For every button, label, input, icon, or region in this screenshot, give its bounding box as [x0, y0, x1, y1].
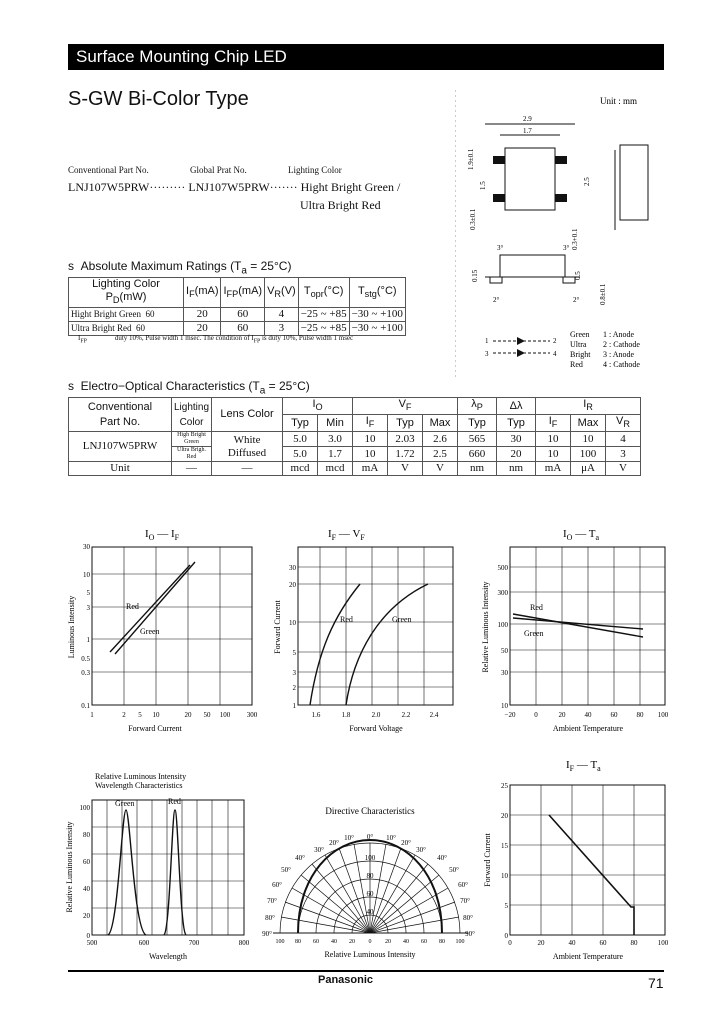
- c3-ytick-0: 500: [497, 564, 508, 572]
- c3-ytick-1: 300: [497, 589, 508, 597]
- page-number: 71: [648, 975, 664, 991]
- chart-io-ta-ylabel: Relative Luminous Intensity: [481, 581, 490, 673]
- unit-label: Unit : mm: [600, 96, 638, 106]
- c5-xtick-1: 80: [295, 939, 301, 945]
- chart-if-ta-xlabel: Ambient Temperature: [552, 952, 624, 961]
- lighting-color-2: Ultra Bright Red: [300, 198, 381, 212]
- chart-directive: [258, 800, 483, 965]
- dim-depth: 0.8±0.1: [599, 283, 607, 305]
- chart-io-if-title: $I_O$ — $I_F$: [145, 528, 180, 542]
- abs-max-note: $I_{FP}$ duty 10%, Pulse width 1 msec. The condition of $I_{FP}$ is duty 10%, Pulse width 1 msec: [78, 334, 354, 345]
- c2-ytick-5: 2: [292, 684, 296, 692]
- chart-directive-xlabel: Relative Luminous Intensity: [324, 950, 416, 959]
- c6-ytick-5: 0: [504, 932, 508, 940]
- c2-ytick-3: 5: [292, 649, 296, 657]
- section-banner: Surface Mounting Chip LED: [68, 44, 664, 70]
- angle-20-left: 20°: [329, 839, 339, 847]
- lighting-color-label: Lighting Color: [288, 165, 342, 175]
- c3-xtick-4: 60: [610, 711, 618, 719]
- dim-pitch: 1.5: [479, 181, 487, 190]
- angle-60-left: 60°: [272, 881, 282, 889]
- c3-ytick-5: 10: [501, 702, 508, 710]
- chart-if-ta-ylabel: Forward Current: [483, 833, 492, 887]
- angle-40: 40°: [437, 854, 447, 862]
- dim-angle-3: 2°: [493, 296, 500, 304]
- chart-if-vf-label-red: Red: [340, 615, 353, 624]
- chart-io-if-ylabel: Luminous Intensity: [67, 595, 76, 659]
- c6-ytick-4: 5: [504, 902, 508, 910]
- c4-xtick-1: 600: [138, 939, 150, 947]
- angle-40-left: 40°: [295, 854, 305, 862]
- pin-1-label: 1: [485, 337, 489, 345]
- c4-ytick-5: 0: [86, 932, 90, 940]
- angle-50: 50°: [449, 866, 459, 874]
- c5-xtick-7: 40: [403, 939, 409, 945]
- chart-io-ta: [478, 522, 673, 737]
- c3-xtick-0: −20: [504, 711, 516, 719]
- pin-color-4: Red: [570, 360, 583, 369]
- chart-if-vf-label-green: Green: [392, 615, 412, 624]
- c5-xtick-9: 80: [439, 939, 445, 945]
- c3-xtick-3: 40: [584, 711, 592, 719]
- c4-ytick-3: 40: [83, 885, 90, 893]
- chart-io-ta-label-green: Green: [524, 629, 544, 638]
- c1-ytick-0: 30: [83, 543, 90, 551]
- c2-xtick-1: 1.8: [341, 711, 351, 719]
- ring-80: 80: [366, 872, 374, 880]
- c6-ytick-0: 25: [501, 782, 508, 790]
- dim-thick: 0.15: [471, 269, 479, 282]
- chart-io-if-label-green: Green: [140, 627, 160, 636]
- c2-xtick-4: 2.4: [429, 711, 439, 719]
- chart-if-vf-xlabel: Forward Voltage: [349, 724, 403, 733]
- pin-color-1: Green: [570, 330, 590, 339]
- c3-xtick-2: 20: [558, 711, 566, 719]
- angle-10-left: 10°: [344, 834, 354, 842]
- chart-spectrum-title-1: Relative Luminous Intensity: [95, 772, 187, 781]
- dim-height: 1.9±0.1: [467, 148, 475, 170]
- dim-length: 2.5: [583, 177, 591, 186]
- ring-60: 60: [366, 890, 374, 898]
- c4-xtick-2: 700: [188, 939, 200, 947]
- c1-ytick-1: 10: [83, 571, 90, 579]
- chart-spectrum: [60, 770, 260, 965]
- chart-if-vf-title: $I_F$ — $V_F$: [328, 528, 365, 542]
- conventional-part: LNJ107W5PRW: [68, 180, 150, 194]
- c5-xtick-10: 100: [455, 939, 465, 945]
- ring-100: 100: [364, 854, 376, 862]
- c1-ytick-5: 0.5: [81, 655, 90, 663]
- c1-ytick-3: 3: [86, 604, 90, 612]
- c2-ytick-4: 3: [292, 669, 296, 677]
- c3-ytick-4: 30: [501, 669, 508, 677]
- dim-lead: 0.3±0.1: [469, 208, 477, 230]
- c2-xtick-2: 2.0: [371, 711, 381, 719]
- c1-ytick-4: 1: [86, 636, 90, 644]
- c1-ytick-6: 0.3: [81, 669, 90, 677]
- c2-ytick-1: 20: [289, 581, 296, 589]
- angle-0: 0°: [366, 833, 374, 841]
- page-title: S-GW Bi-Color Type: [68, 88, 249, 110]
- chart-if-vf: [268, 522, 468, 737]
- chart-spectrum-xlabel: Wavelength: [148, 952, 188, 961]
- abs-max-row-green: Hight Bright Green 60 20 60 4 −25 ~ +85 −30 ~ +100: [69, 308, 406, 322]
- c3-xtick-5: 80: [636, 711, 644, 719]
- chart-spectrum-red-curve: [164, 810, 186, 935]
- angle-10: 10°: [386, 834, 396, 842]
- c6-xtick-3: 60: [599, 939, 607, 947]
- c2-xtick-3: 2.2: [401, 711, 411, 719]
- c5-xtick-8: 60: [421, 939, 427, 945]
- c2-ytick-2: 10: [289, 619, 296, 627]
- chart-if-ta: [478, 755, 673, 965]
- chart-spectrum-title-2: Wavelength Characteristics: [95, 781, 183, 790]
- c1-xtick-5: 50: [203, 711, 211, 719]
- angle-70-left: 70°: [267, 897, 277, 905]
- chart-spectrum-green-curve: [108, 810, 146, 935]
- c4-xtick-3: 800: [238, 939, 250, 947]
- c1-xtick-0: 1: [90, 711, 94, 719]
- pin-color-2: Ultra: [570, 340, 587, 349]
- eo-part-number: LNJ107W5PRW: [69, 432, 172, 462]
- global-part: LNJ107W5PRW: [188, 180, 270, 194]
- c1-xtick-4: 20: [184, 711, 192, 719]
- c6-xtick-5: 100: [657, 939, 669, 947]
- pin-desc-1: 1 : Anode: [603, 330, 635, 339]
- chart-if-ta-title: $I_F$ — $T_a$: [566, 759, 601, 773]
- brand-name: Panasonic: [318, 974, 374, 986]
- c5-xtick-5: 0: [368, 939, 372, 945]
- eo-heading: s Electro−Optical Characteristics $(T_a = 25^\circ C)$: [68, 379, 310, 397]
- c1-xtick-7: 300: [246, 711, 258, 719]
- c2-ytick-0: 30: [289, 564, 296, 572]
- angle-80: 80°: [463, 914, 473, 922]
- datasheet-page: Surface Mounting Chip LED S-GW Bi-Color Type Conventional Part No. Global Prat No. Lighting Color LNJ107W5PRW········· LNJ107W5PRW······· Hight Bright Green / Ultra Bright Red Unit : mm 2.9 1.7 1.9±0.1 2.5 1.5 0.3±0.1 0.3+0.1 3° 3° 2° 2° 0.15 0.5 0.8±0.1 1 3 2 4 Green 1 : Anode Ultra 2 : Cathode Bright 3 : Anode Red 4 : Cathode s Absolute Maximum Ratings $(T_a = 25^\circ C)$ Lighting Color $P_D(mW)$ $I_F(mA)$ $I_{FP}(mA)$ $V_R(V)$ $T_{opr}(^\circ C)$ $T_{stg}(^\circ C)$ Hight Bright Green 60 20 60 4 −25 ~ +85 −30 ~ +100 Ultra Bright Red 60 20 60 3 −25 ~ +85 −30 ~ +100 $I_{FP}$ duty 10%, Pulse width 1 msec. The condition of $I_{FP}$ is duty 10%, Pulse width 1 msec s Electro−Optical Characteristics $(T_a = 25^\circ C)$ Conventional Part No. Lighting Color Lens Color $I_O$ $V_F$ $\lambda_P$ Δλ $I_R$ Typ Min $I_F$ Typ Max Typ Typ $I_F$ Max $V_R$ LNJ107W5PRW High Bright Green White Diffused 5.0 3.0 10 2.03 2.6 565 30 10 10 4 Ultra Brigh. Red 5.0 1.7 10 1.72 2.5 660 20 10 100 3 Unit — — mcd mcd mA V V nm nm mA μA V $I_O$ — $I_F$ Red Green 30 10 5 3 1 0.5 0.3 0.1 1 2 5 10 20 50 100 300 Forward Current Luminous Intensity $I_F$ — $V_F$ Red Green 30 20 10 5 3 2 1 1.6 1.8 2.0 2.2 2.4 Forward Voltage Forward Current $I_O$ — $T_a$ Red Green 500 300 100 50 30 10 −20 0 20 40 60 80 100 Ambient Temperature Relative Luminous Intensity Relative Luminous Intensity Wavelength Characteristics Green Red 100 80 60 40 20 0 500 600 700 800 Wavelength Relative Luminous Intensity Directive Characteristics 0° 10° 20° 30° 40° 50° 60° 70° 80° 90° 10° 20° 30° 40° 50° 60° 70° 80° 90° 100 80 60 40 100 80 60 40 20 0 20 40 60 80 100 Relative Luminous Intensity $I_F$ — $T_a$ 25 20 15 10 5 0 0 20 40 60 80 100 Ambient Temperature Forward Current Panasonic 71: [0, 0, 720, 1012]
- outline-drawing: [455, 90, 665, 380]
- c4-ytick-2: 60: [83, 858, 90, 866]
- c6-xtick-0: 0: [508, 939, 512, 947]
- angle-50-left: 50°: [281, 866, 291, 874]
- c6-xtick-4: 80: [630, 939, 638, 947]
- dim-lead-2: 0.3+0.1: [571, 228, 579, 250]
- chart-io-if-xlabel: Forward Current: [128, 724, 182, 733]
- c5-xtick-2: 60: [313, 939, 319, 945]
- angle-80-left: 80°: [265, 914, 275, 922]
- c3-xtick-1: 0: [534, 711, 538, 719]
- chart-spectrum-ylabel: Relative Luminous Intensity: [65, 821, 74, 913]
- c1-xtick-2: 5: [138, 711, 142, 719]
- c1-xtick-1: 2: [122, 711, 126, 719]
- c6-ytick-3: 10: [501, 872, 508, 880]
- chart-directive-title: Directive Characteristics: [325, 806, 415, 816]
- eo-table: Conventional Part No. Lighting Color Lens Color $I_O$ $V_F$ $\lambda_P$ Δλ $I_R$ Typ Min $I_F$ Typ Max Typ Typ $I_F$ Max $V_R$ LNJ107W5PRW High Bright Green White Diffused 5.0 3.0 10 2.03 2.6 565 30 10 10 4 Ultra Brigh. Red 5.0 1.7 10 1.72 2.5 660 20 10 100 3 Unit — — mcd mcd mA V V nm nm mA μA V: [68, 397, 641, 476]
- pin-4-label: 4: [553, 350, 557, 358]
- angle-30-left: 30°: [314, 846, 324, 854]
- c4-ytick-0: 100: [79, 804, 90, 812]
- angle-70: 70°: [460, 897, 470, 905]
- dim-angle: 3°: [497, 244, 504, 252]
- dim-body: 1.7: [523, 127, 532, 135]
- footer-rule: [68, 970, 664, 972]
- abs-max-heading: s Absolute Maximum Ratings $(T_a = 25^\circ C)$: [68, 259, 292, 277]
- c5-xtick-4: 20: [349, 939, 355, 945]
- chart-if-vf-ylabel: Forward Current: [273, 600, 282, 654]
- chart-io-ta-green-line: [513, 618, 643, 629]
- angle-20: 20°: [401, 839, 411, 847]
- c6-ytick-1: 20: [501, 812, 508, 820]
- chart-io-ta-label-red: Red: [530, 603, 543, 612]
- lighting-color-1: Hight Bright Green /: [300, 180, 401, 194]
- c4-xtick-0: 500: [86, 939, 98, 947]
- chart-spectrum-label-green: Green: [115, 799, 135, 808]
- c1-xtick-6: 100: [219, 711, 231, 719]
- c2-xtick-0: 1.6: [311, 711, 321, 719]
- c6-ytick-2: 15: [501, 842, 508, 850]
- pin-2-label: 2: [553, 337, 557, 345]
- abs-max-table: Lighting Color $P_D(mW)$ $I_F(mA)$ $I_{FP}(mA)$ $V_R(V)$ $T_{opr}(^\circ C)$ $T_{stg}(^\circ C)$ Hight Bright Green 60 20 60 4 −25 ~ +85 −30 ~ +100 Ultra Bright Red 60 20 60 3 −25 ~ +85 −30 ~ +100: [68, 277, 406, 336]
- ring-40: 40: [366, 908, 374, 916]
- c6-xtick-1: 20: [537, 939, 545, 947]
- dim-width: 2.9: [523, 115, 532, 123]
- pin-desc-3: 3 : Anode: [603, 350, 635, 359]
- abs-max-row-red: Ultra Bright Red 60 20 60 3 −25 ~ +85 −30 ~ +100: [69, 322, 406, 336]
- dim-angle-2: 3°: [563, 244, 570, 252]
- c3-xtick-6: 100: [657, 711, 669, 719]
- c5-xtick-6: 20: [385, 939, 391, 945]
- chart-spectrum-label-red: Red: [168, 797, 181, 806]
- c2-ytick-6: 1: [292, 702, 296, 710]
- pin-desc-2: 2 : Cathode: [603, 340, 640, 349]
- global-label: Global Prat No.: [190, 165, 247, 175]
- c3-ytick-3: 50: [501, 647, 508, 655]
- angle-60: 60°: [458, 881, 468, 889]
- c4-ytick-1: 80: [83, 831, 90, 839]
- pin-desc-4: 4 : Cathode: [603, 360, 640, 369]
- angle-90: 90°: [465, 930, 475, 938]
- c4-ytick-4: 20: [83, 912, 90, 920]
- chart-io-if-label-red: Red: [126, 602, 139, 611]
- c3-ytick-2: 100: [497, 621, 508, 629]
- conventional-label: Conventional Part No.: [68, 165, 149, 175]
- c1-ytick-7: 0.1: [81, 702, 90, 710]
- dim-gap: 0.5: [574, 271, 582, 280]
- c5-xtick-3: 40: [331, 939, 337, 945]
- angle-90-left: 90°: [262, 930, 272, 938]
- pin-color-3: Bright: [570, 350, 591, 359]
- angle-30: 30°: [416, 846, 426, 854]
- pin-3-label: 3: [485, 350, 489, 358]
- chart-io-ta-title: $I_O$ — $T_a$: [563, 528, 600, 542]
- c6-xtick-2: 40: [568, 939, 576, 947]
- c1-xtick-3: 10: [152, 711, 160, 719]
- c1-ytick-2: 5: [86, 589, 90, 597]
- c5-xtick-0: 100: [275, 939, 285, 945]
- dim-angle-4: 2°: [573, 296, 580, 304]
- chart-io-if: [60, 522, 265, 737]
- chart-io-ta-xlabel: Ambient Temperature: [552, 724, 624, 733]
